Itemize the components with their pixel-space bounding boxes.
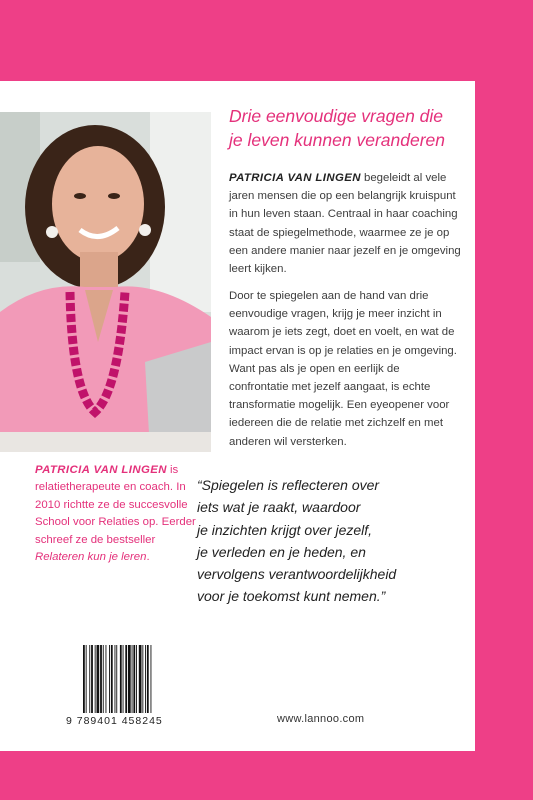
barcode-bar bbox=[145, 645, 146, 713]
author-photo bbox=[0, 112, 211, 452]
testimonial-quote bbox=[197, 474, 457, 608]
barcode-bar bbox=[111, 645, 113, 713]
barcode-bar bbox=[115, 645, 116, 713]
barcode-bar bbox=[100, 645, 102, 713]
barcode-bar bbox=[97, 645, 100, 713]
bio-text: is relatietherapeute en coach. In 2010 richtte ze de succesvolle School voor Relaties op. Eerder schreef ze de bestseller bbox=[35, 464, 196, 546]
barcode-bar bbox=[106, 645, 107, 713]
publisher-website: www.lannoo.com bbox=[277, 713, 365, 725]
barcode-bar bbox=[86, 645, 87, 713]
barcode-bar bbox=[89, 645, 90, 713]
quote-line-5: vervolgens verantwoordelijkheid bbox=[197, 566, 397, 583]
barcode-bar bbox=[139, 645, 142, 713]
barcode-bar bbox=[128, 645, 131, 713]
barcode-bars bbox=[81, 645, 181, 713]
barcode-bar bbox=[147, 645, 149, 713]
barcode-bar bbox=[133, 645, 135, 713]
headline-line-2: je leven kunnen veranderen bbox=[229, 130, 445, 150]
quote-line-1: “Spiegelen is reflecteren over bbox=[197, 477, 380, 493]
barcode-bar bbox=[125, 645, 127, 713]
bio-book-title: Relateren kun je leren bbox=[35, 551, 147, 564]
bio-end: . bbox=[146, 551, 150, 564]
headline-line-1: Drie eenvoudige vragen die bbox=[229, 106, 444, 126]
barcode-bar bbox=[83, 645, 85, 713]
barcode-bar bbox=[151, 645, 152, 713]
headline bbox=[229, 104, 469, 152]
quote-line-2: iets wat je raakt, waardoor bbox=[197, 499, 361, 516]
barcode-bar bbox=[103, 645, 104, 713]
barcode-bar bbox=[142, 645, 143, 713]
quote-line-6: voor je toekomst kunt nemen.” bbox=[197, 588, 386, 605]
barcode-bar bbox=[120, 645, 122, 713]
isbn-number: 9 789401 458245 bbox=[66, 715, 163, 727]
barcode-bar bbox=[123, 645, 124, 713]
blurb-paragraph-1 bbox=[229, 169, 461, 278]
quote-line-3: je inzichten krijgt over jezelf, bbox=[197, 521, 373, 538]
author-photo-illustration bbox=[0, 112, 211, 452]
blurb-paragraph-1-text: begeleidt al vele jaren mensen die op een belangrijk kruispunt in hun leven staan. Centraal in haar coaching staat de spiegelmethode, waarmee ze je op een andere manier naar jezelf en je omgeving leert kijken. bbox=[229, 172, 461, 276]
author-name-inline: PATRICIA VAN LINGEN bbox=[229, 172, 361, 184]
barcode-bar bbox=[91, 645, 93, 713]
blurb-paragraph-2: Door te spiegelen aan de hand van drie eenvoudige vragen, krijg je meer inzicht in waarom je iets zegt, doet en voelt, en wat de impact ervan is op je relaties en je omgeving. Want pas als je open en eerlijk de confrontatie met jezelf aangaat, is echte transformatie mogelijk. Een eyeopener voor iedereen die de relatie met zichzelf en met anderen wil versterken. bbox=[229, 290, 457, 448]
bio-author-name: PATRICIA VAN LINGEN bbox=[35, 464, 167, 476]
barcode-bar bbox=[136, 645, 137, 713]
quote-line-4: je verleden en je heden, en bbox=[197, 543, 366, 560]
barcode-bar bbox=[116, 645, 117, 713]
author-bio bbox=[35, 462, 205, 566]
barcode-bar bbox=[109, 645, 110, 713]
barcode-bar bbox=[132, 645, 133, 713]
barcode-bar bbox=[95, 645, 96, 713]
